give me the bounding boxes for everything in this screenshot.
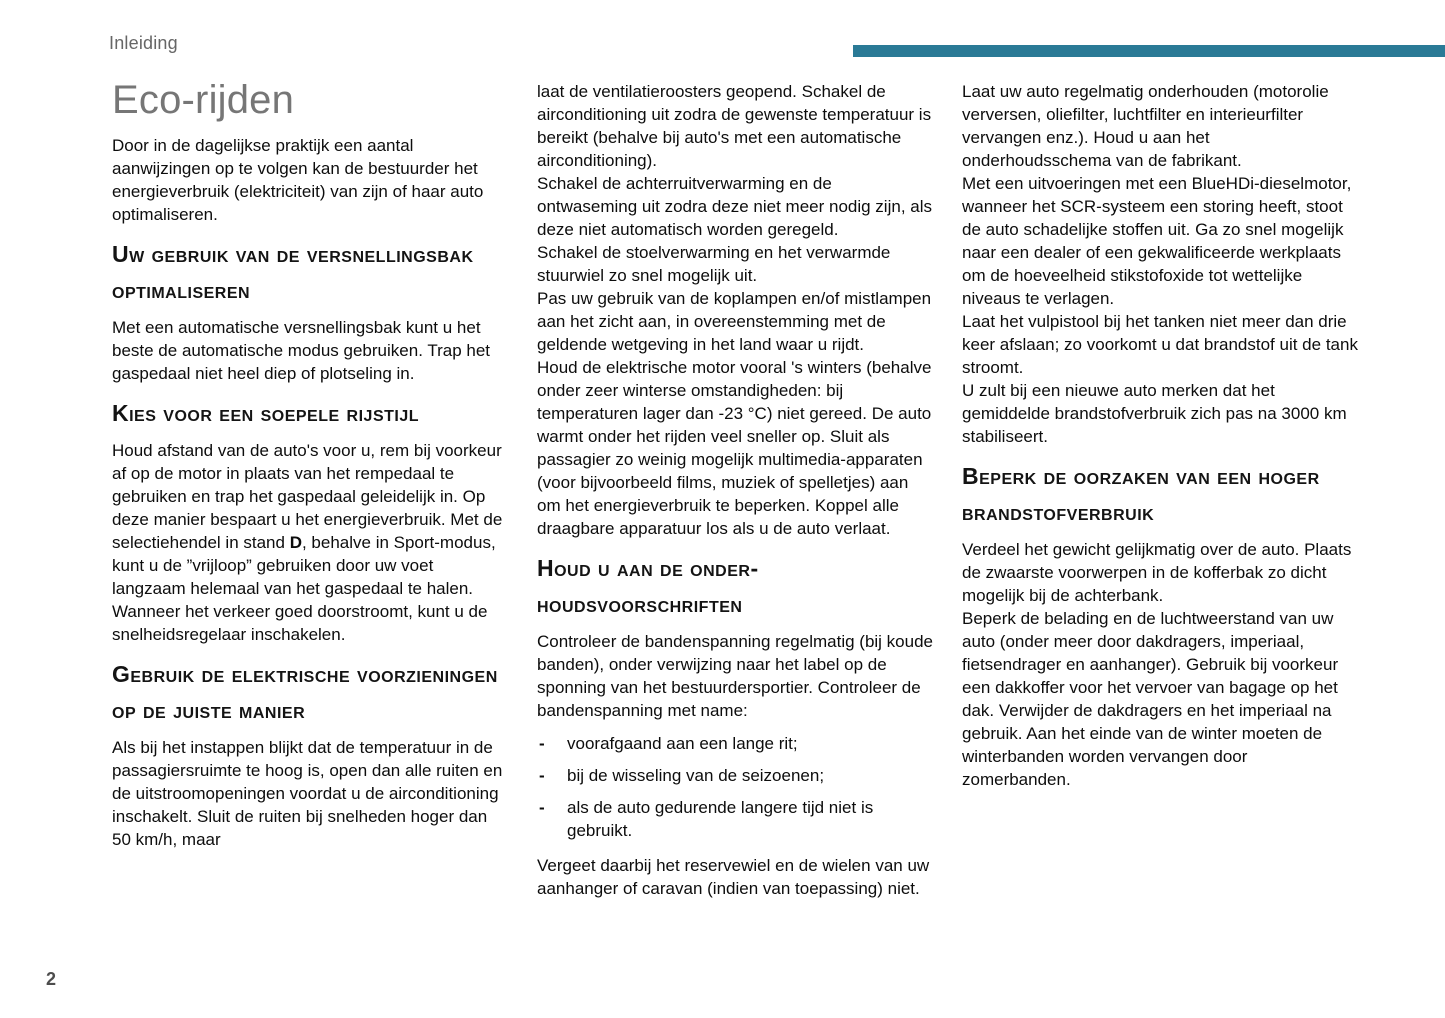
- section-heading: Kies voor een soepele rijstijl: [112, 400, 420, 426]
- list-item: - als de auto gedurende langere tijd niet is gebruikt.: [537, 796, 934, 842]
- body-paragraph: Controleer de bandenspanning regelmatig (bij koude banden), onder verwijzing naar het label op de sponning van het bestuurdersportier. Controleer de bandenspanning met name:: [537, 632, 933, 720]
- body-paragraph: Wanneer het verkeer goed doorstroomt, kunt u de snelheidsregelaar inschakelen.: [112, 602, 488, 644]
- body-paragraph: Door in de dagelijkse praktijk een aantal aanwijzingen op te volgen kan de bestuurder het energieverbruik (elektriciteit) van zijn of haar auto optimaliseren.: [112, 136, 484, 224]
- body-paragraph: laat de ventilatieroosters geopend. Schakel de airconditioning uit zodra de gewenste temperatuur is bereikt (behalve bij auto's met een automatische airconditioning).: [537, 82, 932, 170]
- body-paragraph: Houd afstand van de auto's voor u, rem bij voorkeur af op de motor in plaats van het rempedaal te gebruiken en trap het gaspedaal geleidelijk in. Op deze manier bespaart u het energieverbruik. Met de selectiehendel in stand D, behalve in Sport-modus, kunt u de ”vrijloop” gebruiken door uw voet langzaam helemaal van het gaspedaal te halen.: [112, 441, 503, 598]
- body-paragraph: Als bij het instappen blijkt dat de temperatuur in de passagiersruimte te hoog is, open dan alle ruiten en de uitstroomopeningen voordat u de airconditioning inschakelt. Sluit de ruiten bij snelheden hoger dan 50 km/h, maar: [112, 738, 503, 849]
- section-heading: Houd u aan de onderhoudsvoorschriften: [537, 555, 759, 617]
- body-paragraph: Laat uw auto regelmatig onderhouden (motorolie verversen, oliefilter, luchtfilter en interieurfilter vervangen enz.). Houd u aan het onderhoudsschema van de fabrikant.: [962, 82, 1329, 170]
- dash-list: [537, 732, 934, 842]
- body-paragraph: U zult bij een nieuwe auto merken dat het gemiddelde brandstofverbruik zich pas na 3000 km stabiliseert.: [962, 381, 1347, 446]
- page-number: 2: [46, 969, 57, 989]
- section-header-label: Inleiding: [109, 33, 178, 53]
- body-paragraph: Schakel de stoelverwarming en het verwarmde stuurwiel zo snel mogelijk uit.: [537, 243, 891, 285]
- list-item: - bij de wisseling van de seizoenen;: [537, 764, 934, 787]
- column-2-blocks: [537, 80, 934, 900]
- column-3-blocks: [962, 80, 1359, 791]
- body-paragraph: Met een uitvoeringen met een BlueHDi-dieselmotor, wanneer het SCR-systeem een storing heeft, stoot de auto schadelijke stoffen uit. Ga zo snel mogelijk naar een dealer of een gekwalificeerde werkplaats om de hoeveelheid stikstofoxide tot wettelijke niveaus te verlagen.: [962, 174, 1352, 308]
- section-heading: Uw gebruik van de versnellingsbak optimaliseren: [112, 241, 474, 303]
- page-content: [112, 80, 1359, 900]
- body-paragraph: Vergeet daarbij het reservewiel en de wielen van uw aanhanger of caravan (indien van toepassing) niet.: [537, 856, 930, 898]
- page-title: Eco-rijden: [112, 78, 295, 122]
- body-paragraph: Pas uw gebruik van de koplampen en/of mistlampen aan het zicht aan, in overeenstemming met de geldende wetgeving in het land waar u rijdt.: [537, 289, 932, 354]
- column-3: [962, 80, 1359, 791]
- body-paragraph: Beperk de belading en de luchtweerstand van uw auto (onder meer door dakdragers, imperiaal, fietsendrager en aanhanger). Gebruik bij voorkeur een dakkoffer voor het vervoer van bagage op het dak. Verwijder de dakdragers en het imperiaal na gebruik. Aan het einde van de winter moeten de winterbanden worden vervangen door zomerbanden.: [962, 609, 1339, 789]
- column-2: [537, 80, 934, 900]
- column-1: [112, 80, 509, 851]
- accent-bar: [853, 45, 1445, 57]
- body-paragraph: Schakel de achterruitverwarming en de ontwaseming uit zodra deze niet meer nodig zijn, als deze niet automatisch worden geregeld.: [537, 174, 932, 239]
- section-heading: Gebruik de elektrische voorzieningen op de juiste manier: [112, 661, 498, 723]
- body-paragraph: Verdeel het gewicht gelijkmatig over de auto. Plaats de zwaarste voorwerpen in de kofferbak zo dicht mogelijk bij de achterbank.: [962, 540, 1352, 605]
- body-paragraph: Houd de elektrische motor vooral 's winters (behalve onder zeer winterse omstandigheden: bij temperaturen lager dan -23 °C) niet gereed. De auto warmt onder het rijden veel sneller op. Sluit als passagier zo weinig mogelijk multimedia-apparaten (voor bijvoorbeeld films, muziek of spelletjes) aan om het energieverbruik te beperken. Koppel alle draagbare apparatuur los als u de auto verlaat.: [537, 358, 932, 538]
- section-heading: Beperk de oorzaken van een hoger brandstofverbruik: [962, 463, 1320, 525]
- body-paragraph: Met een automatische versnellingsbak kunt u het beste de automatische modus gebruiken. Trap het gaspedaal niet heel diep of plotseling in.: [112, 318, 491, 383]
- list-item: - voorafgaand aan een lange rit;: [537, 732, 934, 755]
- column-1-blocks: [112, 134, 509, 851]
- body-paragraph: Laat het vulpistool bij het tanken niet meer dan drie keer afslaan; zo voorkomt u dat brandstof uit de tank stroomt.: [962, 312, 1358, 377]
